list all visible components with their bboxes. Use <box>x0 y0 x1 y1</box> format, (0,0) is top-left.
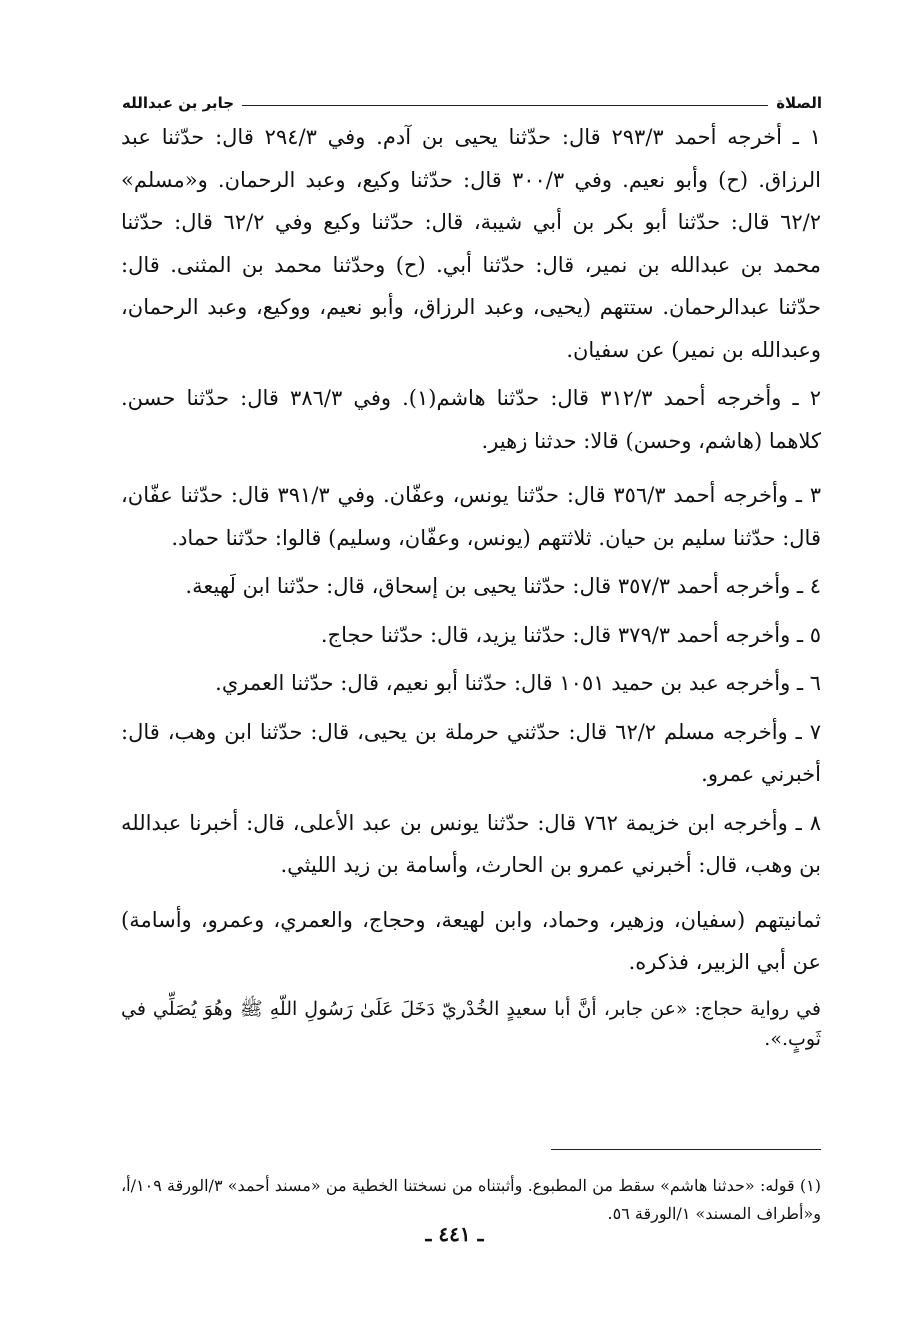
page-number: ـ ٤٤١ ـ <box>425 1222 484 1246</box>
footnote-rule <box>551 1149 821 1150</box>
takhrij-paragraph-4: ٤ ـ وأخرجه أحمد ٣٥٧/٣ قال: حدّثنا يحيى بن إسحاق، قال: حدّثنا ابن لَهيعة. <box>185 574 821 598</box>
takhrij-paragraph-8: ٨ ـ وأخرجه ابن خزيمة ٧٦٢ قال: حدّثنا يونس بن عبد الأعلى، قال: أخبرنا عبدالله بن وهب، قال: أخبرني عمرو بن الحارث، وأسامة بن زيد الليثي. <box>121 810 821 877</box>
takhrij-paragraph-5: ٥ ـ وأخرجه أحمد ٣٧٩/٣ قال: حدّثنا يزيد، قال: حدّثنا حجاج. <box>320 622 821 647</box>
chapter-title: الصلاة <box>776 94 822 112</box>
takhrij-paragraph-1: ١ ـ أخرجه أحمد ٢٩٣/٣ قال: حدّثنا يحيى بن آدم. وفي ٢٩٤/٣ قال: حدّثنا عبد الرزاق. (ح) وأبو نعيم. وفي ٣٠٠/٣ قال: حدّثنا وكيع، وعبد الرحمان. و«مسلم» ٦٢/٢ قال: حدّثنا أبو بكر بن أبي شيبة، قال: حدّثنا وكيع وفي ٦٢/٢ قال: حدّثنا محمد بن عبدالله بن نمير، قال: حدّثنا أبي. (ح) وحدّثنا محمد بن المثنى. قال: حدّثنا عبدالرحمان. ستتهم (يحيى، وعبد الرزاق، وأبو نعيم، ووكيع، وعبد الرحمان، وعبدالله بن نمير) عن سفيان. <box>121 125 821 362</box>
running-header <box>122 86 822 112</box>
takhrij-paragraph-3: ٣ ـ وأخرجه أحمد ٣٥٦/٣ قال: حدّثنا يونس، وعفّان. وفي ٣٩١/٣ قال: حدّثنا عفّان، قال: حدّثنا سليم بن حيان. ثلاثتهم (يونس، وعفّان، وسليم) قالوا: حدّثنا حماد. <box>121 483 821 550</box>
section-title: جابر بن عبدالله <box>122 94 235 112</box>
narration-note: في رواية حجاج: «عن جابر، أنَّ أبا سعيدٍ الخُدْريّ دَخَلَ عَلَىٰ رَسُولِ اللّهِ ﷺ وهُوَ يُصَلِّي في ثَوبٍ.». <box>121 997 821 1050</box>
main-text <box>121 116 821 1054</box>
footnote: (١) قوله: «حدثنا هاشم» سقط من المطبوع. وأثبتناه من نسختنا الخطية من «مسند أحمد» ٣/الورقة ١٠٩/أ، و«أطراف المسند» ١/الورقة ٥٦. <box>121 1176 822 1223</box>
takhrij-paragraph-2: ٢ ـ وأخرجه أحمد ٣١٢/٣ قال: حدّثنا هاشم(١). وفي ٣٨٦/٣ قال: حدّثنا حسن. كلاهما (هاشم، وحسن) قالا: حدثنا زهير. <box>121 386 822 453</box>
takhrij-paragraph-6: ٦ ـ وأخرجه عبد بن حميد ١٠٥١ قال: حدّثنا أبو نعيم، قال: حدّثنا العمري. <box>215 671 821 695</box>
summary-paragraph: ثمانيتهم (سفيان، وزهير، وحماد، وابن لهيعة، وحجاج، والعمري، وعمرو، وأسامة) عن أبي الزبير، فذكره. <box>121 907 821 974</box>
header-rule <box>242 105 768 106</box>
takhrij-paragraph-7: ٧ ـ وأخرجه مسلم ٦٢/٢ قال: حدّثني حرملة بن يحيى، قال: حدّثنا ابن وهب، قال: أخبرني عمرو. <box>121 719 821 786</box>
